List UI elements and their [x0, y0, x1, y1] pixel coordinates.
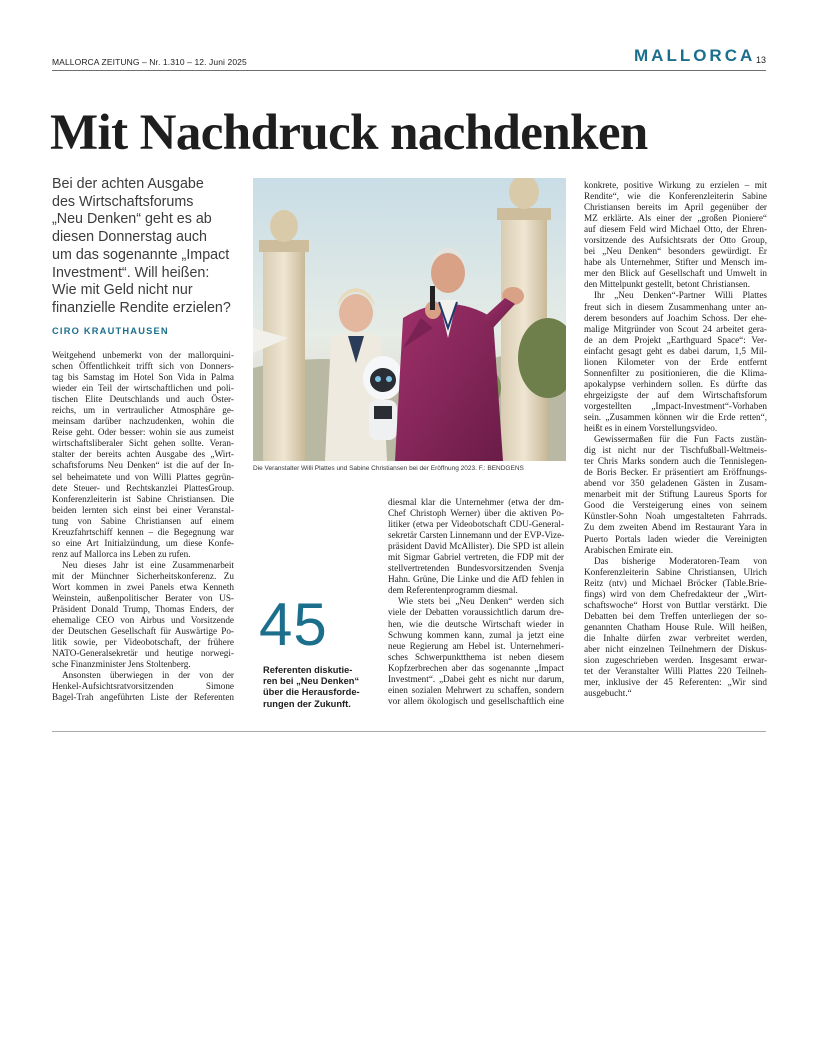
body-line: litik sowie, per Videobotschaft, der frühere	[52, 637, 234, 648]
masthead: MALLORCA ZEITUNG – Nr. 1.310 – 12. Juni 2025	[52, 57, 247, 67]
body-line: schaftswoche“ Horst von Buttlar verstärkt. Die	[584, 599, 767, 610]
body-line: schaftsforums Neu Denken“ ist die auf der In-	[52, 460, 234, 471]
body-line: freut sich in diesem Zusammenhang unter an-	[584, 301, 767, 312]
body-column-1	[52, 350, 234, 704]
footer-rule	[52, 731, 766, 732]
fact-line: ren bei „Neu Denken“	[263, 676, 360, 687]
body-line: Wort kommen in zwei Panels etwa Kenneth	[52, 581, 234, 592]
lead-line: Wie mit Geld nicht nur	[52, 282, 193, 299]
body-line: diesmal klar die Unternehmer (etwa der dm-	[388, 497, 564, 507]
body-line: beiden lernten sich einst bei einer Veranstal-	[52, 504, 234, 515]
body-line: vorgestellten „Impact-Investment“-Vorhaben	[584, 400, 767, 411]
body-line: Good die Versteigerung eines von seinem	[584, 500, 767, 511]
body-line: mer den Blick auf Gesellschaft und Umwelt in	[584, 268, 767, 279]
body-column-3	[388, 497, 564, 707]
fact-line: Referenten diskutie-	[263, 665, 353, 675]
body-line: reichs, um in vertraulicher Atmosphäre ge-	[52, 405, 234, 416]
body-line: mer, inklusive der 45 Referenten: „Wir sind	[584, 677, 767, 688]
lead-line: „Neu Denken“ geht es ab	[52, 211, 212, 228]
body-line: der Deutschen Gesellschaft für Auswärtige Po-	[52, 626, 234, 637]
body-line: Ihr „Neu Denken“-Partner Willi Plattes	[594, 290, 767, 301]
body-line: abend vor 350 geladenen Gästen in Zusam-	[584, 478, 767, 489]
body-line: sein. „Zusammen können wir die Erde retten“,	[584, 411, 767, 422]
body-line: Rendite“, wie die Konferenzleiterin Sabine	[584, 191, 767, 202]
body-line: Neu dieses Jahr ist eine Zusammenarbeit	[62, 559, 234, 570]
body-line: Henkel-Aufsichtsratvorsitzenden Simone	[52, 681, 234, 692]
body-line: viele der Debatten voraussichtlich darum dre-	[388, 607, 564, 618]
lead-line: Bei der achten Ausgabe	[52, 176, 204, 192]
body-line: bei „Neu Denken“ besonders gewürdigt. Er	[584, 246, 767, 257]
body-line: sel beheimatete und von Willi Plattes gegrün-	[52, 471, 234, 482]
body-line: Christiansen bereits im April gegenüber der	[584, 202, 767, 213]
body-line: sches Schwerpunktthema ist neben diesem	[388, 651, 564, 662]
body-line: stellvertretenden Bundesvorsitzenden Svenja	[388, 563, 564, 574]
body-line: Reise geht. Oder besser: wohin sie aus zumeist	[52, 427, 234, 438]
photo-illustration	[253, 178, 566, 461]
body-line: sion zugeschrieben werden. Insgesamt erwar-	[584, 655, 767, 666]
fact-text	[263, 665, 381, 710]
body-line: die Inhalte dürfen zwar verbreitet werden,	[584, 632, 767, 643]
body-line: apokalypse verhindern sollen. Es dürfte das	[584, 378, 767, 389]
lead-line: diesen Donnerstag auch	[52, 229, 207, 246]
body-line: Reitz (ntv) und Michael Bröcker (Table.Brie-	[584, 577, 767, 588]
body-line: tischen Elite Deutschlands und auch Öster-	[52, 394, 234, 405]
body-line: Kopfzerbrechen aber das sogenannte „Impact	[388, 662, 564, 673]
body-line: Weinstein, außenpolitischer Berater von US-	[52, 593, 234, 604]
body-line: Investment“. „Dabei geht es nicht nur darum,	[388, 673, 564, 684]
body-column-4	[584, 180, 767, 699]
body-line: wieder ein Teil der wirtschaftlichen und poli-	[52, 383, 234, 394]
body-line: so eine Art Initialzündung, um diese Konfe-	[52, 537, 234, 548]
body-line: lionen Kilometer von der Erde entfernt	[584, 356, 767, 367]
body-line: Weitgehend unbemerkt von der mallorquini-	[52, 350, 234, 360]
body-line: ter Chris Marks sondern auch die Tennislegen-	[584, 456, 767, 467]
body-line: habe als Unternehmer, Stifter und Mensch im-	[584, 257, 767, 268]
fact-number: 45	[259, 591, 328, 658]
body-line: konkrete, positive Wirkung zu erzielen – mit	[584, 180, 767, 190]
body-line: den Mittelpunkt gestellt, betont Christiansen.	[584, 279, 750, 290]
author-byline: CIRO KRAUTHAUSEN	[52, 326, 169, 336]
body-line: vor allem ökologisch und gesellschaftlich eine	[388, 695, 564, 706]
body-line: schen Öffentlichkeit trifft sich von Donners-	[52, 361, 234, 372]
article-photo	[253, 178, 566, 461]
body-line: dig ist nicht nur der Tischfußball-Weltmeis-	[584, 445, 767, 456]
body-line: ehemalige CEO von Airbus und Vorsitzende	[52, 615, 234, 626]
body-line: de an dem Projekt „Earthguard Space“: Ver-	[584, 334, 767, 345]
body-line: tet der Veranstalter Willi Plattes 220 Teilneh-	[584, 666, 767, 677]
body-line: NATO-Generalsekretär und heutige norwegi-	[52, 648, 234, 659]
lead-line: finanzielle Rendite erzielen?	[52, 299, 231, 316]
body-line: ehrgeizigste der auf dem Wirtschaftsforum	[584, 389, 767, 400]
body-line: menarbeit mit der Stiftung Laureus Sports for	[584, 489, 767, 500]
body-line: aber nicht einzelnen Teilnehmern der Diskus-	[584, 643, 767, 654]
body-line: derem besonders auf Joachim Schoss. Der ehe-	[584, 312, 767, 323]
body-line: litiker (etwa per Videobotschaft CDU-General-	[388, 519, 564, 530]
page-number: 13	[756, 55, 767, 65]
body-line: stalter der bereits achten Ausgabe des „Wirt-	[52, 449, 234, 460]
body-line: Schwung kommen kann, zumal ja jetzt eine	[388, 629, 564, 640]
body-line: einen sozialen Mehrwert zu schaffen, sondern	[388, 684, 564, 695]
fact-line: rungen der Zukunft.	[263, 698, 351, 709]
body-line: heißt es in einem Vorstellungsvideo.	[584, 423, 718, 434]
body-line: wirtschaftsliberaler Sicht gehen sollte. Veran-	[52, 438, 234, 449]
body-line: de Boris Becker. Er präsentiert am Eröffnungs-	[584, 467, 767, 478]
header-rule	[52, 70, 766, 71]
body-line: Konferenzleiterin ist Sabine Christiansen. Die	[52, 493, 234, 504]
body-line: Präsident Donald Trump, Thomas Enders, der	[52, 604, 234, 615]
body-line: malige Mitgründer von Scout 24 arbeitet gera-	[584, 323, 767, 334]
body-line: renz auf Mallorca ins Leben zu rufen.	[52, 548, 191, 559]
body-line: mit der Münchner Sicherheitskonferenz. Zu	[52, 570, 234, 581]
body-line: Das bisherige Moderatoren-Team von	[594, 555, 767, 566]
body-line: präsident David McAllister). Die SPD ist allein	[388, 541, 564, 552]
body-line: Künstler-Sohn Noah umgestalteten Fahrrads.	[584, 511, 767, 522]
body-line: Kreuzfahrtschiff kennen – die Begegnung war	[52, 526, 234, 537]
body-line: fings) wird von dem Chefredakteur der „Wirt-	[584, 588, 767, 599]
body-line: Sonnenfilter zu positionieren, die die Klima-	[584, 367, 767, 378]
body-line: Gewissermaßen für die Fun Facts zustän-	[594, 434, 767, 445]
body-line: Chef Christoph Werner) über die aktiven Po-	[388, 508, 564, 519]
body-line: mit Sigmar Gabriel vertreten, die FDP mit der	[388, 552, 564, 563]
body-line: vorsitzende des Aufsichtsrats der Otto Group,	[584, 235, 767, 246]
fact-line: über die Herausforde-	[263, 687, 360, 698]
headline: Mit Nachdruck nachdenken	[50, 105, 648, 161]
body-line: MZ erklärte. Als einer der „großen Pioniere“	[584, 213, 767, 224]
body-line: sche Finanzminister Jens Stoltenberg.	[52, 659, 191, 670]
body-line: Puerto Portals laden wieder die Vereinigten	[584, 533, 767, 544]
lead-line: des Wirtschaftsforums	[52, 193, 194, 210]
lead-line: um das sogenannte „Impact	[52, 246, 230, 263]
body-line: dete Steuer- und Rechtskanzlei PlattesGroup.	[52, 482, 234, 493]
body-line: meinsam darüber nachzudenken, wohin die	[52, 416, 234, 427]
body-line: Zu dem zweiten Abend im Restaurant Yara in	[584, 522, 767, 533]
section-label: MALLORCA	[634, 46, 756, 65]
body-line: tung von Sabine Christiansen auf einem	[52, 515, 234, 526]
body-line: Ansonsten überwiegen in der von der	[62, 670, 234, 681]
body-line: neue Regierung am Hebel ist. Unternehmeri-	[388, 640, 564, 651]
body-line: auf diesem Feld wird Michael Otto, der Ehren-	[584, 224, 767, 235]
body-line: Konferenzleiterin Sabine Christiansen, Ulrich	[584, 566, 767, 577]
photo-caption: Die Veranstalter Willi Plattes und Sabine Christiansen bei der Eröffnung 2023. F.: BENDGENS	[253, 465, 524, 472]
body-line: tag bis Samstag im Hotel Son Vida in Palma	[52, 372, 234, 383]
body-line: Arabischen Emirate ein.	[584, 544, 674, 555]
body-line: dem Referentenprogramm diesmal.	[388, 585, 518, 596]
body-line: genannten Chatham House Rule. Will heißen,	[584, 621, 767, 632]
body-line: Debatten bei dem Treffen unterliegen der so-	[584, 610, 767, 621]
body-line: Hahn. Grüne, Die Linke und die AfD fehlen in	[388, 574, 564, 585]
body-line: Bagel-Trah angeführten Liste der Referenten	[52, 692, 234, 703]
body-line: Wie stets bei „Neu Denken“ werden sich	[398, 596, 564, 607]
body-line: ausgebucht.“	[584, 688, 632, 699]
lead-line: Investment“. Will heißen:	[52, 264, 210, 281]
body-line: hen, wie die deutsche Wirtschaft wieder in	[388, 618, 564, 629]
article-lead	[52, 176, 237, 318]
body-line: sekretär Carsten Linnemann und der EVP-Vize-	[388, 530, 564, 541]
body-line: einfacht gesagt geht es dabei darum, 1,5 Mil-	[584, 345, 767, 356]
